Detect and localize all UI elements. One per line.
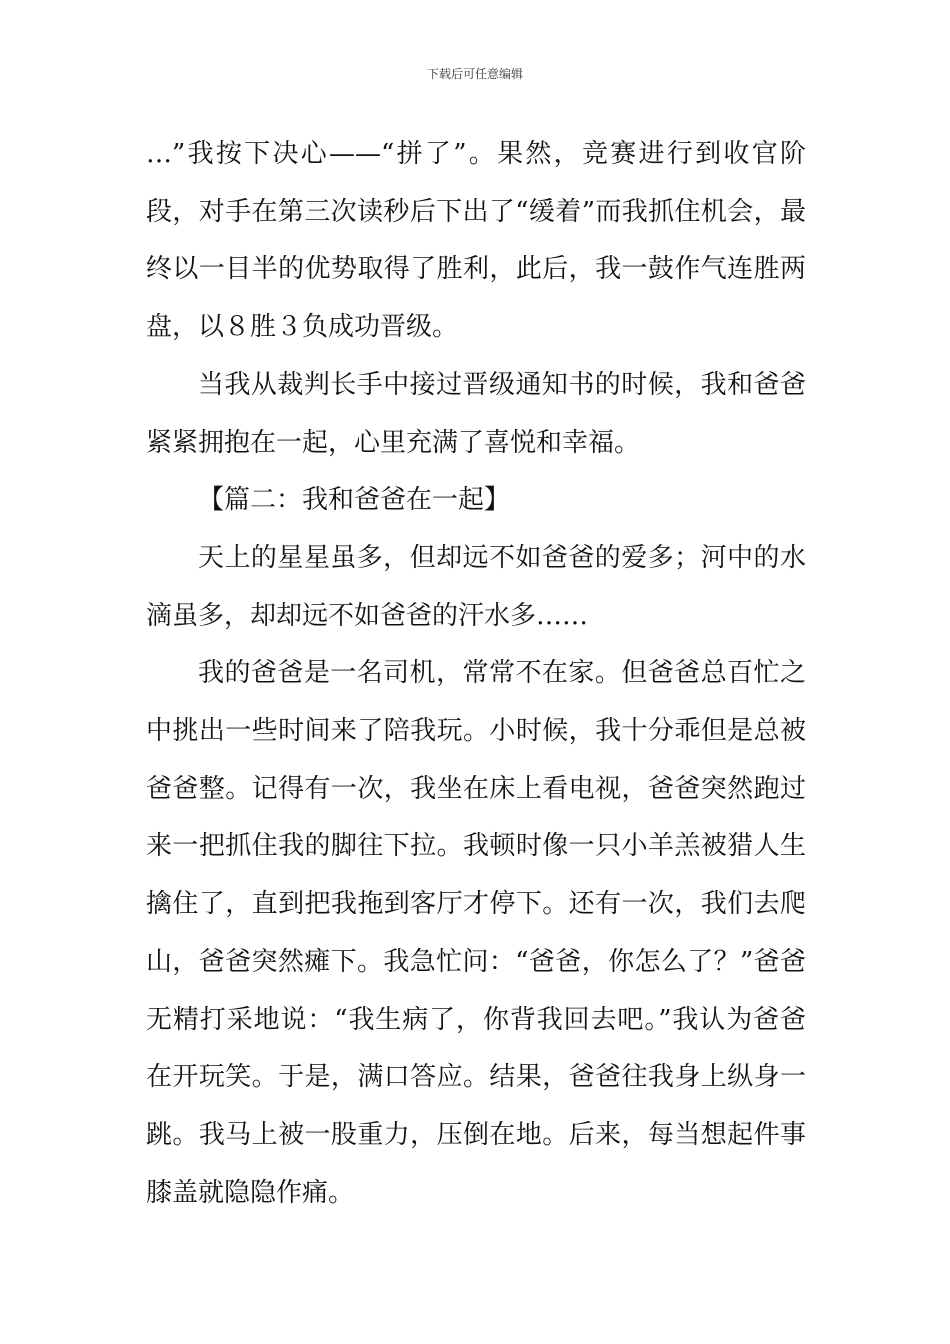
paragraph-promotion: 当我从裁判长手中接过晋级通知书的时候，我和爸爸紧紧拥抱在一起，心里充满了喜悦和幸福。 xyxy=(146,369,806,458)
section-title: 【篇二：我和爸爸在一起】 xyxy=(198,485,511,516)
paragraph-continuation: …”我按下决心——“拼了”。果然，竞赛进行到收官阶段，对手在第三次读秒后下出了“缓着”而我抓住机会，最终以一目半的优势取得了胜利，此后，我一鼓作气连胜两盘，以８胜３负成功晋级。 xyxy=(146,139,806,343)
page-header: 下载后可任意编辑 xyxy=(426,67,523,81)
paragraph-intro: 天上的星星虽多，但却远不如爸爸的爱多；河中的水滴虽多，却却远不如爸爸的汗水多…… xyxy=(146,542,806,631)
paragraph-story: 我的爸爸是一名司机，常常不在家。但爸爸总百忙之中挑出一些时间来了陪我玩。小时候，我十分乖但是总被爸爸整。记得有一次，我坐在床上看电视，爸爸突然跑过来一把抓住我的脚往下拉。我顿时像一只小羊羔被猎人生擒住了，直到把我拖到客厅才停下。还有一次，我们去爬山，爸爸突然瘫下。我急忙问：“爸爸，你怎么了？”爸爸无精打采地说：“我生病了，你背我回去吧。”我认为爸爸在开玩笑。于是，满口答应。结果，爸爸往我身上纵身一跳。我马上被一股重力，压倒在地。后来，每当想起件事膝盖就隐隐作痛。 xyxy=(146,658,806,1208)
document-body xyxy=(146,126,806,1222)
